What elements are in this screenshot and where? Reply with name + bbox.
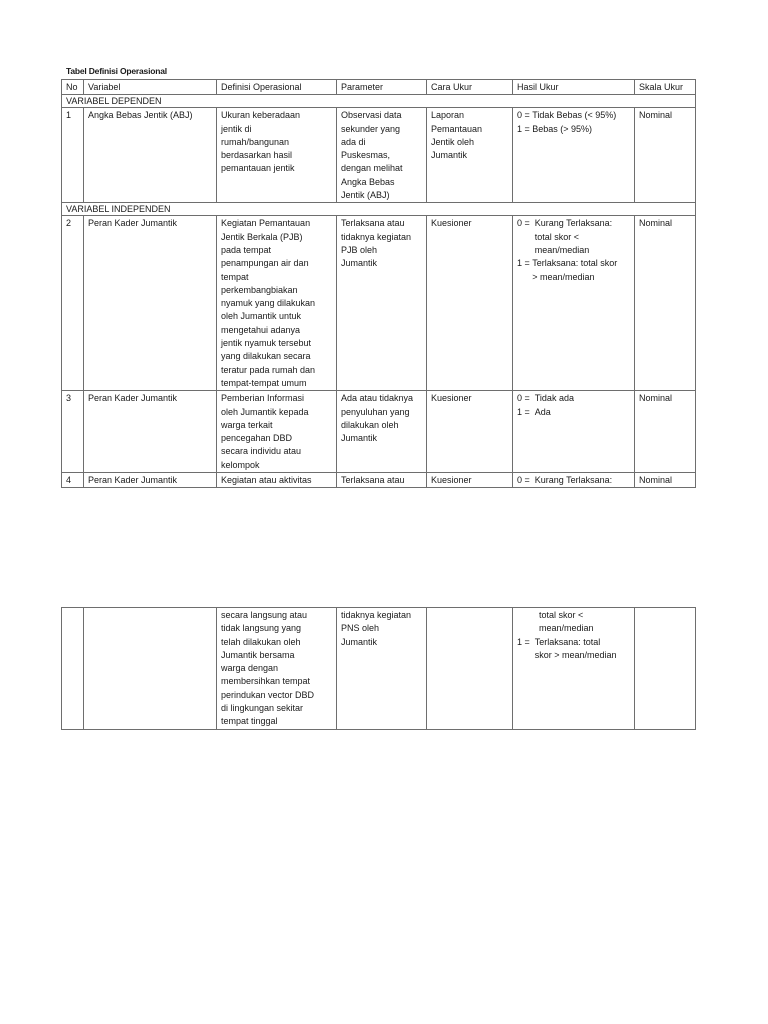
cell-variabel: Angka Bebas Jentik (ABJ) (84, 108, 217, 203)
hasil-item (517, 109, 631, 122)
hasil-code: 0 = (517, 393, 535, 404)
hasil-code: 1 = (517, 636, 535, 647)
table-row (62, 216, 696, 391)
cell-cara-ukur (427, 608, 513, 730)
hasil-text: Bebas (> 95%) (532, 123, 593, 134)
hasil-text: Ada (534, 406, 551, 417)
header-no: No (62, 80, 84, 95)
cell-definisi: Ukuran keberadaan jentik di rumah/bangunan berdasarkan hasil pemantauan jentik (217, 108, 337, 203)
header-variabel: Variabel (84, 80, 217, 95)
header-definisi: Definisi Operasional (217, 80, 337, 95)
cell-skala: Nominal (635, 216, 696, 391)
cell-no (62, 608, 84, 730)
cell-hasil-ukur (513, 108, 635, 203)
cell-skala: Nominal (635, 108, 696, 203)
hasil-text: Kurang Terlaksana: total skor < mean/median (534, 218, 613, 255)
cell-hasil-ukur (513, 473, 635, 488)
cell-definisi: Kegiatan Pemantauan Jentik Berkala (PJB) pada tempat penampungan air dan tempat perkembangbiakan nyamuk yang dilakukan oleh Jumantik untuk mengetahui adanya jentik nyamuk tersebut yang dilakukan secara teratur pada rumah dan tempat-tempat umum (217, 216, 337, 391)
cell-hasil-ukur (513, 391, 635, 473)
cell-no: 3 (62, 391, 84, 473)
cell-hasil-ukur (513, 216, 635, 391)
hasil-text: Kurang Terlaksana: (534, 475, 613, 486)
hasil-code: 0 = (517, 475, 535, 486)
hasil-item (517, 123, 631, 136)
header-hasil-ukur: Hasil Ukur (513, 80, 635, 95)
header-parameter: Parameter (337, 80, 427, 95)
hasil-code: 1 = (517, 123, 533, 134)
cell-variabel (84, 608, 217, 730)
table-row (62, 391, 696, 473)
cell-parameter: Terlaksana atau tidaknya kegiatan PJB oleh Jumantik (337, 216, 427, 391)
hasil-text: Tidak Bebas (< 95%) (532, 110, 617, 121)
hasil-code: 1 = (517, 258, 533, 269)
cell-hasil-ukur (513, 608, 635, 730)
hasil-item (517, 257, 631, 284)
cell-skala: Nominal (635, 473, 696, 488)
cell-no: 4 (62, 473, 84, 488)
hasil-item (517, 406, 631, 419)
cell-variabel: Peran Kader Jumantik (84, 216, 217, 391)
section-row (62, 95, 696, 108)
cell-variabel: Peran Kader Jumantik (84, 473, 217, 488)
cell-parameter: tidaknya kegiatan PNS oleh Jumantik (337, 608, 427, 730)
table-row (62, 473, 696, 488)
definition-table (61, 79, 696, 488)
header-cara-ukur: Cara Ukur (427, 80, 513, 95)
cell-definisi: secara langsung atau tidak langsung yang telah dilakukan oleh Jumantik bersama warga dengan membersihkan tempat perindukan vector DBD di lingkungan sekitar tempat tinggal (217, 608, 337, 730)
section-row (62, 203, 696, 216)
cell-cara-ukur: Kuesioner (427, 216, 513, 391)
cell-skala: Nominal (635, 391, 696, 473)
hasil-code: 0 = (517, 218, 535, 229)
hasil-code: 0 = (517, 110, 533, 121)
cell-parameter: Observasi data sekunder yang ada di Puskesmas, dengan melihat Angka Bebas Jentik (ABJ) (337, 108, 427, 203)
cell-variabel: Peran Kader Jumantik (84, 391, 217, 473)
cell-parameter: Terlaksana atau (337, 473, 427, 488)
cell-no: 2 (62, 216, 84, 391)
hasil-item (517, 636, 631, 663)
definition-table-continued (61, 607, 696, 730)
header-skala-ukur: Skala Ukur (635, 80, 696, 95)
cell-cara-ukur: Laporan Pemantauan Jentik oleh Jumantik (427, 108, 513, 203)
hasil-text: Terlaksana: total skor > mean/median (532, 258, 618, 282)
table-header-row (62, 80, 696, 95)
cell-definisi: Pemberian Informasi oleh Jumantik kepada warga terkait pencegahan DBD secara individu atau kelompok (217, 391, 337, 473)
cell-definisi: Kegiatan atau aktivitas (217, 473, 337, 488)
hasil-text: Tidak ada (534, 393, 574, 404)
hasil-code: 1 = (517, 406, 535, 417)
table-row (62, 108, 696, 203)
hasil-item (517, 392, 631, 405)
cell-parameter: Ada atau tidaknya penyuluhan yang dilakukan oleh Jumantik (337, 391, 427, 473)
hasil-item (517, 217, 631, 257)
cell-no: 1 (62, 108, 84, 203)
section-dependen: VARIABEL DEPENDEN (62, 95, 696, 108)
cell-skala (635, 608, 696, 730)
hasil-text: Terlaksana: total skor > mean/median (534, 636, 617, 660)
table-row (62, 608, 696, 730)
hasil-item (517, 474, 631, 487)
cell-cara-ukur: Kuesioner (427, 391, 513, 473)
hasil-item (517, 609, 631, 636)
table-title: Tabel Definisi Operasional (66, 66, 167, 76)
cell-cara-ukur: Kuesioner (427, 473, 513, 488)
hasil-text: total skor < mean/median (539, 610, 594, 634)
section-independen: VARIABEL INDEPENDEN (62, 203, 696, 216)
